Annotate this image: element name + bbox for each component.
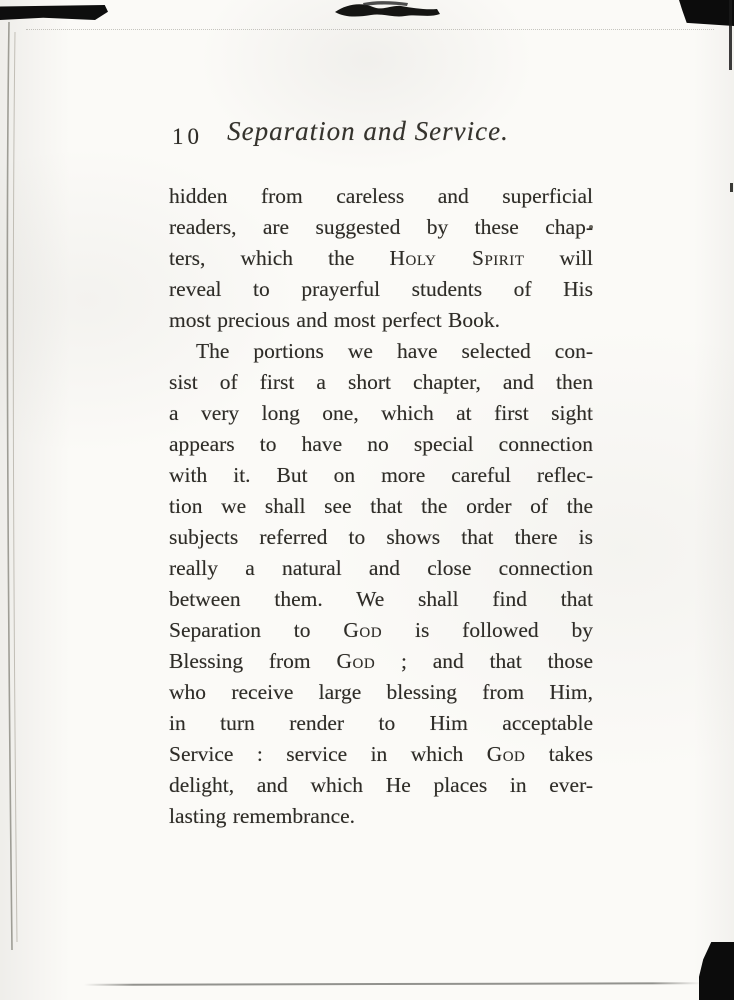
page-bottom-edge-line: [84, 982, 702, 986]
text-line: really a natural and close connection: [169, 556, 593, 580]
text-line: Separation to God is followed by: [169, 618, 593, 642]
text-line: in turn render to Him acceptable: [169, 711, 593, 735]
scan-artifact-top-left: [0, 5, 108, 20]
running-header: Separation and Service.: [227, 116, 509, 146]
text-line: appears to have no special connection: [169, 432, 593, 456]
text-line: The portions we have selected con-: [196, 339, 593, 363]
text-block: [169, 116, 593, 832]
page-binding-edge: [3, 22, 21, 952]
scan-speck: [730, 183, 733, 192]
text-line: readers, are suggested by these chap-: [169, 215, 593, 239]
text-line: a very long one, which at first sight: [169, 401, 593, 425]
text-line: who receive large blessing from Him,: [169, 680, 593, 704]
text-line: tion we shall see that the order of the: [169, 494, 593, 518]
page-number: 10: [172, 124, 203, 149]
text-line: Service : service in which God takes: [169, 742, 593, 766]
text-line: delight, and which He places in ever-: [169, 773, 593, 797]
body-text: [169, 181, 593, 832]
text-line: reveal to prayerful students of His: [169, 277, 593, 301]
text-line: sist of first a short chapter, and then: [169, 370, 593, 394]
text-line: ters, which the Holy Spirit will: [169, 246, 593, 270]
text-line: subjects referred to shows that there is: [169, 525, 593, 549]
scan-artifact-top-right: [679, 0, 734, 26]
text-line: hidden from careless and superficial: [169, 184, 593, 208]
scan-artifact-top-dotted-line: [26, 29, 714, 30]
scan-artifact-bottom-right: [699, 942, 734, 1000]
ink-mark-icon: [333, 0, 443, 24]
text-line: most precious and most perfect Book.: [169, 308, 501, 332]
text-line: with it. But on more careful reflec-: [169, 463, 593, 487]
page-header: [169, 116, 593, 158]
scan-artifact-right-edge: [729, 0, 732, 70]
text-line: Blessing from God ; and that those: [169, 649, 594, 673]
text-line: lasting remembrance.: [169, 804, 356, 828]
text-line: between them. We shall find that: [169, 587, 593, 611]
